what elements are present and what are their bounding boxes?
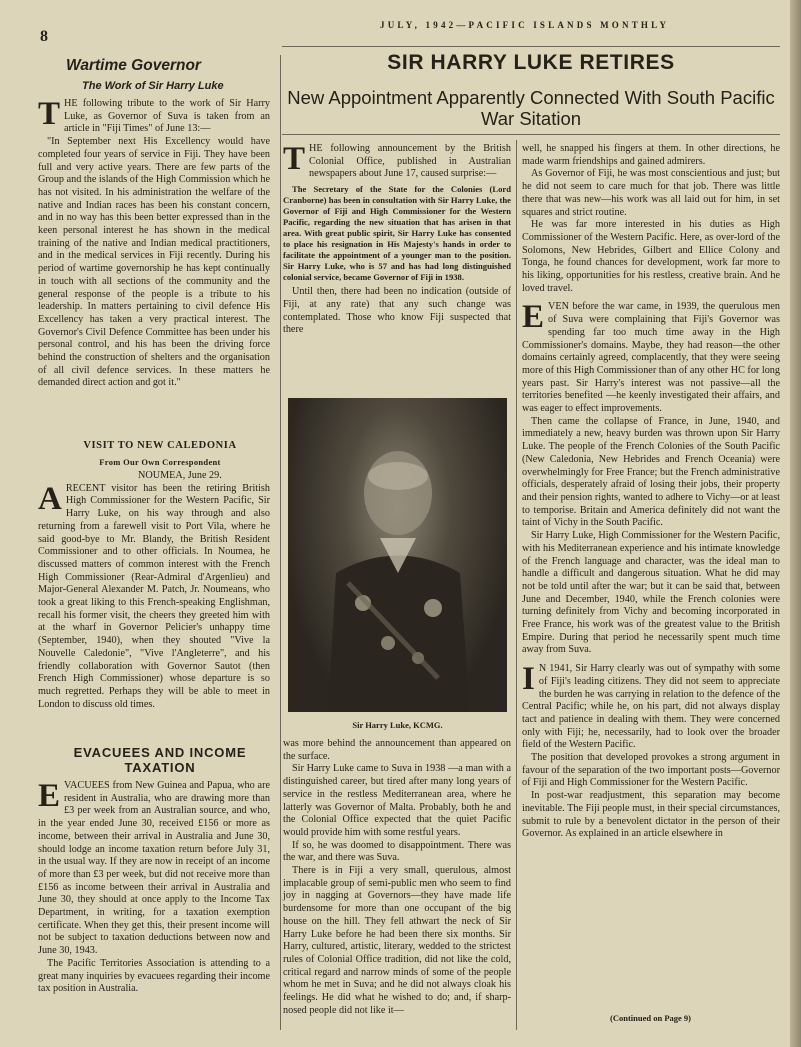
drop-cap: T [283,141,306,177]
announcement-box [283,184,511,283]
paragraph [522,143,780,168]
portrait-image [288,398,507,712]
continued-note: (Continued on Page 9) [610,1013,691,1023]
paragraph [522,168,780,219]
paragraph-text: Sir Harry Luke, High Commissioner for the Western Pacific, with his Mediterranean experience and his intimate knowledge of the French language and character, was the ideal man to handle a difficult and dangerous situation. What he did may not be told until after the war; but it can be said that, between June and December, 1940, while the French colonies were turning definitely from Vichy and becoming incorporated in Free France, his work was of the greatest value to the British Empire. During that period he necessarily spent much time away from Suva. [522,530,780,656]
paragraph-text: The Secretary of the State for the Colonies (Lord Cranborne) has been in consultation with Sir Harry Luke, the Governor of Fiji and High Commissioner for the Western Pacific, regarding the new situation that has arisen in that area. With great public spirit, Sir Harry Luke has consented to place his resignation in His Majesty's hands in order to facilitate the appointment of a younger man to the position. Sir Harry Luke, who is 57 and has had long distinguished colonial service, became Governor of Fiji in 1938. [283,184,511,283]
heading-rule [282,46,780,47]
paragraph [283,286,511,337]
paragraph-text: Until then, there had been no indication (outside of Fiji, at any rate) that any such change was contemplated. Those who know Fiji suspected that there [283,286,511,336]
column-rule [516,140,517,1030]
drop-cap: A [38,480,62,517]
caledonia-article [38,470,270,711]
paragraph-text: VEN before the war came, in 1939, the querulous men of Suva were complaining that Fiji's Governor was spending far too much time away in the High Commissioner's domains. Maybe, they had reason—the other domains certainly agreed, complacently, that they were seeing more of this High Commissioner than of any other HC for long years past. Sir Harry's interest was not passive—all the territories benefited —he keenly investigated their affairs, and was eager to effect improvements. [522,301,780,415]
drop-cap: E [522,299,545,336]
paragraph [283,738,511,763]
paragraph-text: As Governor of Fiji, he was most conscientious and just; but he did not seem to care much for that job. There was little there that was new—his work was all laid out for him, in set squares and strict routine. [522,168,780,218]
portrait-photo [288,398,507,712]
main-deck: New Appointment Apparently Connected With South Pacific War Sitation [287,87,775,129]
caledonia-byline: From Our Own Correspondent [99,457,221,467]
paragraph-text: VACUEES from New Guinea and Papua, who are resident in Australia, who are drawing more than £3 per week from an Australian source, and who, in the year ended June 30, received £156 or more as income, between their arrival in Australia and June 30, should lodge an income taxation return before July 31, in the usual way. If they are now in receipt of an income of more than £3 per week, but did not receive more than £156 as income between their arrival in Australia and June 30, they should at once apply to the Income Tax Department, in writing, for a taxation exemption certificate. When they get this, their present income will not be subject to taxation deductions between now and June 30, 1943. [38,780,270,957]
paragraph-text: The position that developed provokes a strong argument in favour of the separation of the two important posts—Governor of Fiji and High Commissioner for the Western Pacific. [522,752,780,789]
evacuees-article [38,780,270,996]
paragraph-text: He was far more interested in his duties as High Commissioner of the Western Pacific. Here, as over-lord of the Solomons, New Hebrides, Gilbert and Ellice Colony and Tonga, he found chances for development, work far more to his liking, opportunities for his restless, creative brain. And he loved travel. [522,219,780,294]
paragraph-text: In post-war readjustment, this separation may become inevitable. The Fiji people must, in their special circumstances, submit to rule by a benevolent dictator in the person of their Governor. As explained in an article elsewhere in [522,790,780,840]
paragraph [522,219,780,295]
drop-cap: I [522,661,535,698]
running-head: JULY, 1942—PACIFIC ISLANDS MONTHLY [380,20,670,30]
photo-caption: Sir Harry Luke, KCMG. [352,720,443,730]
paragraph [522,752,780,790]
paragraph [283,763,511,839]
paragraph [38,136,270,390]
paragraph-text: N 1941, Sir Harry clearly was out of sympathy with some of Fiji's leading citizens. They did not seem to appreciate the burden he was carrying in relation to the defence of the Central Pacific; while he, on his part, did not always display tact and patience in dealing with them. They were concerned only with Fiji; he, necessarily, had to look over the broader field of the Western Pacific. [522,663,780,751]
paragraph [283,143,511,181]
drop-cap: E [38,778,61,814]
caledonia-body [38,480,270,712]
paragraph [38,780,270,958]
paragraph [38,958,270,996]
paragraph-text: There is in Fiji a very small, querulous, almost implacable group of semi-public men who seem to find joy in nagging at Governors—they have made life burdensome for more than one occupant of the big house on the hill. They fell athwart the neck of Sir Harry Luke before he had been there six months. Sir Harry, cultured, artistic, literary, wedded to the strictest rules of Colonial Office tradition, did not like the cold, critical regard and narrow minds of some of the people whom he met in Suva; and he did not always cloak his feelings. He did what he wished to do; and, if sharp-nosed people did not like it— [283,865,511,1016]
paragraph [283,840,511,865]
paragraph-text: Then came the collapse of France, in June, 1940, and immediately a new, heavy burden was thrown upon Sir Harry Luke. The people of the French Colonies of the South Pacific (New Caledonia, New Hebrides and French Oceania) were overwhelmingly for Free France; but the French administrative officials, desperately afraid of losing their jobs, their property and their pension rights, wanted to adhere to Vichy—or at least to temporise. Britain and America definitely did not want the taint of Vichy in the South Pacific. [522,415,780,529]
paragraph [38,98,270,136]
wartime-governor-heading: Wartime Governor [66,57,201,74]
evacuees-heading: EVACUEES AND INCOME TAXATION [73,745,247,775]
paragraph-text: well, he snapped his fingers at them. In other directions, he made warm friendships and gained admirers. [522,143,780,167]
wartime-governor-subheading: The Work of Sir Harry Luke [82,80,224,92]
drop-cap: T [38,96,61,132]
paragraph-text: HE following announcement by the British Colonial Office, published in Australian newspapers about June 17, caused surprise:— [309,143,511,180]
main-headline: SIR HARRY LUKE RETIRES [387,51,675,74]
paragraph [522,663,780,752]
paragraph [522,530,780,657]
paragraph-text: "In September next His Excellency would have completed four years of service in Fiji. They have been full and very active years. There are few parts of the Group and the islands of the High Commission which he has not visited. In his administration the welfare of the native and Indian races has been his constant concern, and in no way has this been better expressed than in the keen personal interest he has shown in the medical training of the native and Indian medical practitioners, and in the medical services in Fiji recently. During his period of wartime governorship he has kept continually in touch with all sections of the community and the general response of the people is a tribute to his leadership. In matters pertaining to civil defence His Excellency has taken a very practical interest. The Governor's Civil Defence Committee has been under his personal control, and his has been the driving force behind the construction of shelters and the organisation of all civil defence services. In these matters he demanded direct action and got it." [38,136,270,389]
paragraph [522,416,780,530]
main-article-col2 [522,143,780,841]
paragraph-text: HE following tribute to the work of Sir Harry Luke, as Governor of Suva is taken from an article in "Fiji Times" of June 13:— [64,98,270,135]
caledonia-text: RECENT visitor has been the retiring British High Commissioner for the Western Pacific, Sir Harry Luke, on his way through and also returning from a farewell visit to Port Vila, where he said good-bye to Mr. Blandy, the British Resident Commissioner and to other officials. In Noumea, he discussed matters of common interest with the French High Commissioner (Rear-Admiral d'Argenlieu) and Major-General Alexander M. Patch, Jr. Noumeans, who took a great liking to this French-speaking Englishman, recall his former visit, the cheers they greeted him with at the wharf in Governor Pelicier's unhappy time (September, 1940), when they shouted "Vive la Nouvelle Caledonie", "Vive l'Angleterre", and his friendly collaboration with Governor Sautot (then French High Commissioner) whose departure is so much regretted. Perhaps they will be able to meet in London to discuss old times. [38,482,270,710]
caledonia-heading: VISIT TO NEW CALEDONIA [83,440,237,451]
paragraph [522,790,780,841]
paragraph [283,865,511,1017]
paragraph [522,301,780,415]
paragraph-text: Sir Harry Luke came to Suva in 1938 —a man with a distinguished career, but tired after many long years of service in the restless Mediterranean area, where he latterly was Governor of Malta. Probably, both he and the Colonial Office expected that the quiet Pacific would provide him with some restful years. [283,763,511,838]
main-article-col1-bottom [283,738,511,1017]
main-article-col1-top [283,143,511,337]
caledonia-dateline: NOUMEA, June 29. [138,470,222,481]
column-rule [280,55,281,1030]
page-edge [790,0,801,1047]
paragraph-text: The Pacific Territories Association is attending to a great many inquiries by evacuees regarding their income tax position in Australia. [38,957,270,995]
heading-rule [282,134,780,135]
paragraph-text: was more behind the announcement than appeared on the surface. [283,738,511,762]
tribute-article [38,98,270,390]
paragraph-text: If so, he was doomed to disappointment. There was the war, and there was Suva. [283,839,511,864]
page-number: 8 [40,28,48,45]
